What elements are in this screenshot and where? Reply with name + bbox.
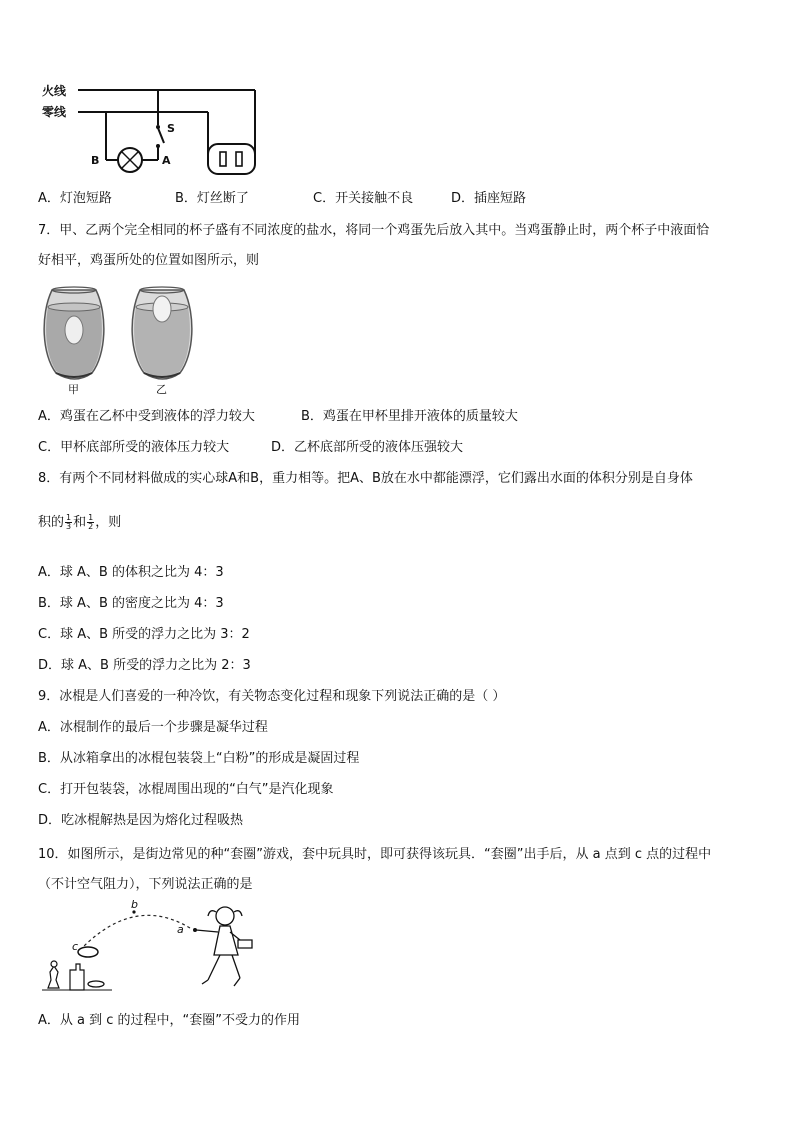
live-wire-label: 火线 [42, 84, 67, 98]
q9-option-d: D．吃冰棍解热是因为熔化过程吸热 [38, 813, 244, 828]
q8-stem-line1: 8．有两个不同材料做成的实心球A和B，重力相等。把A、B放在水中都能漂浮，它们露出水面的体积分别是自身体 [38, 471, 693, 486]
switch-label: S [167, 122, 175, 135]
point-a-label: a [177, 923, 184, 936]
fraction-one-half: $\frac{1}{2}$ [88, 513, 94, 531]
q8-stem-suffix: ，则 [95, 515, 122, 530]
neutral-wire-label: 零线 [42, 105, 67, 119]
ring-toss-figure [40, 900, 270, 1005]
q7-stem-line1: 7．甲、乙两个完全相同的杯子盛有不同浓度的盐水，将同一个鸡蛋先后放入其中。当鸡蛋静止时，两个杯子中液面恰 [38, 223, 710, 238]
q7-option-a: A．鸡蛋在乙杯中受到液体的浮力较大 [38, 409, 255, 424]
cup-jia-label: 甲 [68, 383, 79, 396]
cup-jia [44, 287, 104, 379]
q6-option-c: C．开关接触不良 [313, 191, 414, 206]
q10-stem-line1: 10．如图所示，是街边常见的种“套圈”游戏，套中玩具时，即可获得该玩具．“套圈”出手后，从 a 点到 c 点的过程中 [38, 847, 712, 862]
point-b-label: b [131, 900, 138, 911]
q10-option-a: A．从 a 到 c 的过程中，“套圈”不受力的作用 [38, 1013, 301, 1028]
point-b-label: B [91, 154, 100, 167]
q7-option-b: B．鸡蛋在甲杯里排开液体的质量较大 [301, 409, 518, 424]
q8-option-b: B．球 A、B 的密度之比为 4：3 [38, 596, 224, 611]
cup-yi-label: 乙 [156, 383, 167, 396]
q7-option-d: D．乙杯底部所受的液体压强较大 [271, 440, 464, 455]
point-c-label: c [72, 940, 79, 953]
q6-option-d: D．插座短路 [451, 191, 527, 206]
q8-option-a: A．球 A、B 的体积之比为 4：3 [38, 565, 224, 580]
q8-stem-prefix: 积的 [38, 515, 65, 530]
q9-option-b: B．从冰箱拿出的冰棍包装袋上“白粉”的形成是凝固过程 [38, 751, 360, 766]
q9-option-a: A．冰棍制作的最后一个步骤是凝华过程 [38, 720, 268, 735]
point-a-label: A [162, 154, 171, 167]
q10-stem-line2: （不计空气阻力），下列说法正确的是 [38, 877, 253, 892]
q9-option-c: C．打开包装袋，冰棍周围出现的“白气”是汽化现象 [38, 782, 334, 797]
q8-option-c: C．球 A、B 所受的浮力之比为 3：2 [38, 627, 250, 642]
q8-stem-mid: 和 [73, 515, 87, 530]
q6-option-a: A．灯泡短路 [38, 191, 112, 206]
q7-option-c: C．甲杯底部所受的液体压力较大 [38, 440, 230, 455]
q9-stem: 9．冰棍是人们喜爱的一种冷饮，有关物态变化过程和现象下列说法正确的是（ ） [38, 689, 506, 704]
cup-yi [132, 287, 192, 379]
q7-stem-line2: 好相平，鸡蛋所处的位置如图所示，则 [38, 253, 260, 268]
q8-option-d: D．球 A、B 所受的浮力之比为 2：3 [38, 658, 251, 673]
egg-cups-figure [40, 285, 200, 397]
q8-stem-line2 [38, 511, 121, 531]
circuit-diagram [40, 80, 270, 175]
q6-option-b: B．灯丝断了 [175, 191, 249, 206]
fraction-one-third: $\frac{1}{3}$ [66, 513, 72, 531]
